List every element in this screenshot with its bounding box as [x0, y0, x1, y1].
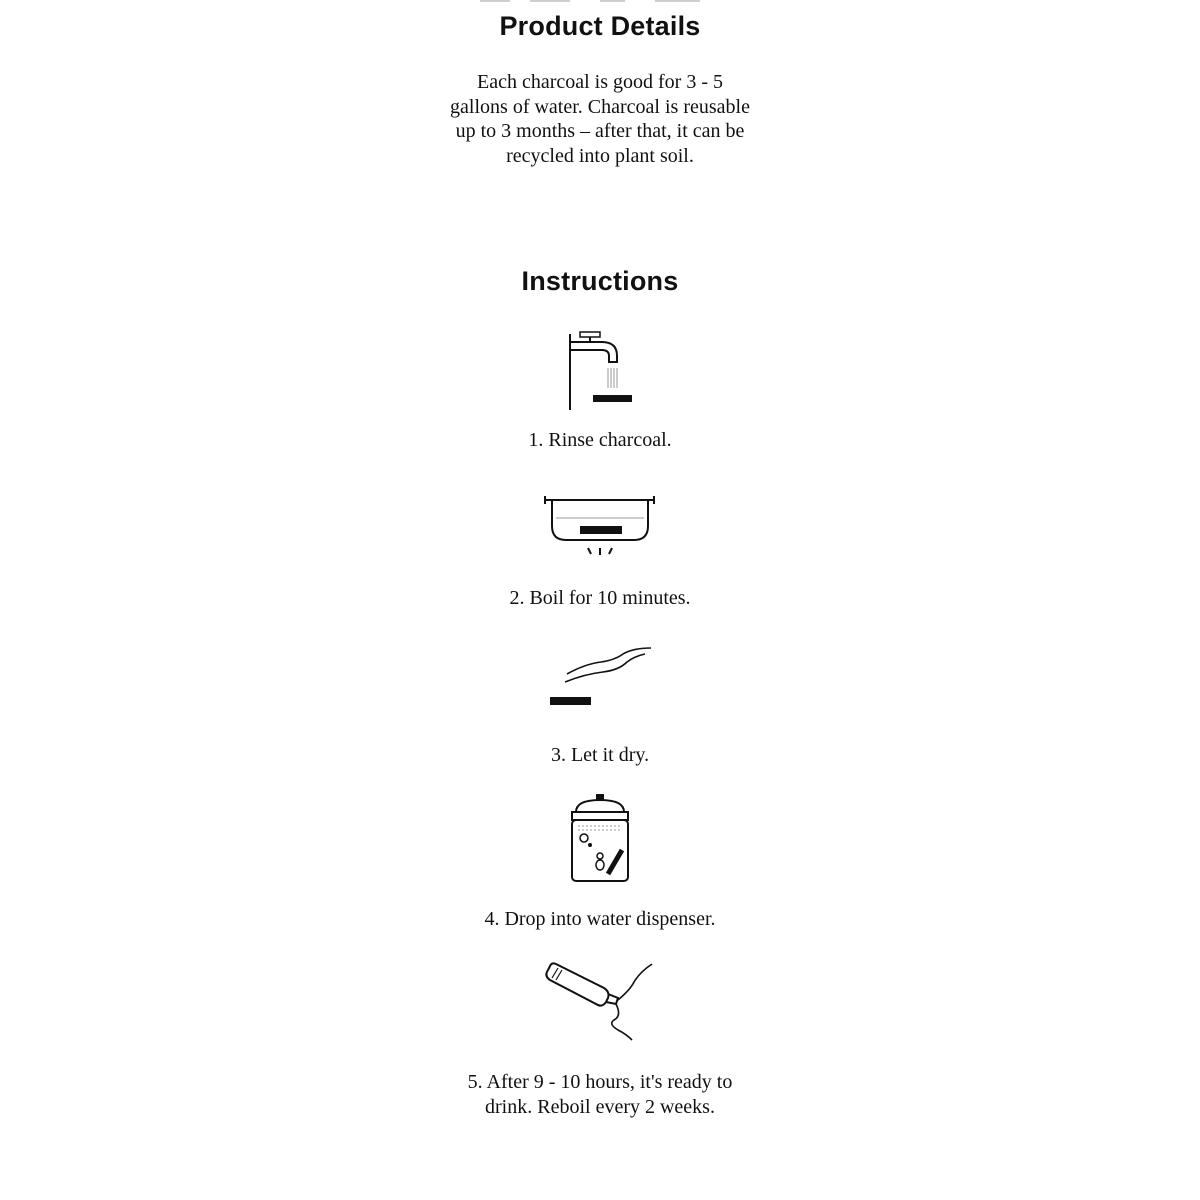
faucet-rinse-icon	[560, 328, 640, 412]
step-2-text: 2. Boil for 10 minutes.	[509, 587, 691, 609]
step-5-text: 5. After 9 - 10 hours, it's ready to drink. Reboil every 2 weeks.	[467, 1071, 733, 1118]
product-details-heading: Product Details	[499, 11, 701, 41]
product-details-description: Each charcoal is good for 3 - 5 gallons of water. Charcoal is reusable up to 3 months – after that, it can be recycled into plant soil.	[450, 71, 750, 167]
pouring-bottle-icon	[542, 960, 658, 1042]
step-1-text: 1. Rinse charcoal.	[528, 429, 672, 451]
water-jar-icon	[562, 792, 638, 886]
instructions-heading: Instructions	[521, 266, 679, 296]
boiling-pot-icon	[540, 488, 660, 562]
cropped-top-fragment	[470, 0, 730, 4]
drying-steam-icon	[545, 642, 657, 710]
step-4-text: 4. Drop into water dispenser.	[484, 908, 716, 930]
step-3-text: 3. Let it dry.	[550, 744, 650, 766]
